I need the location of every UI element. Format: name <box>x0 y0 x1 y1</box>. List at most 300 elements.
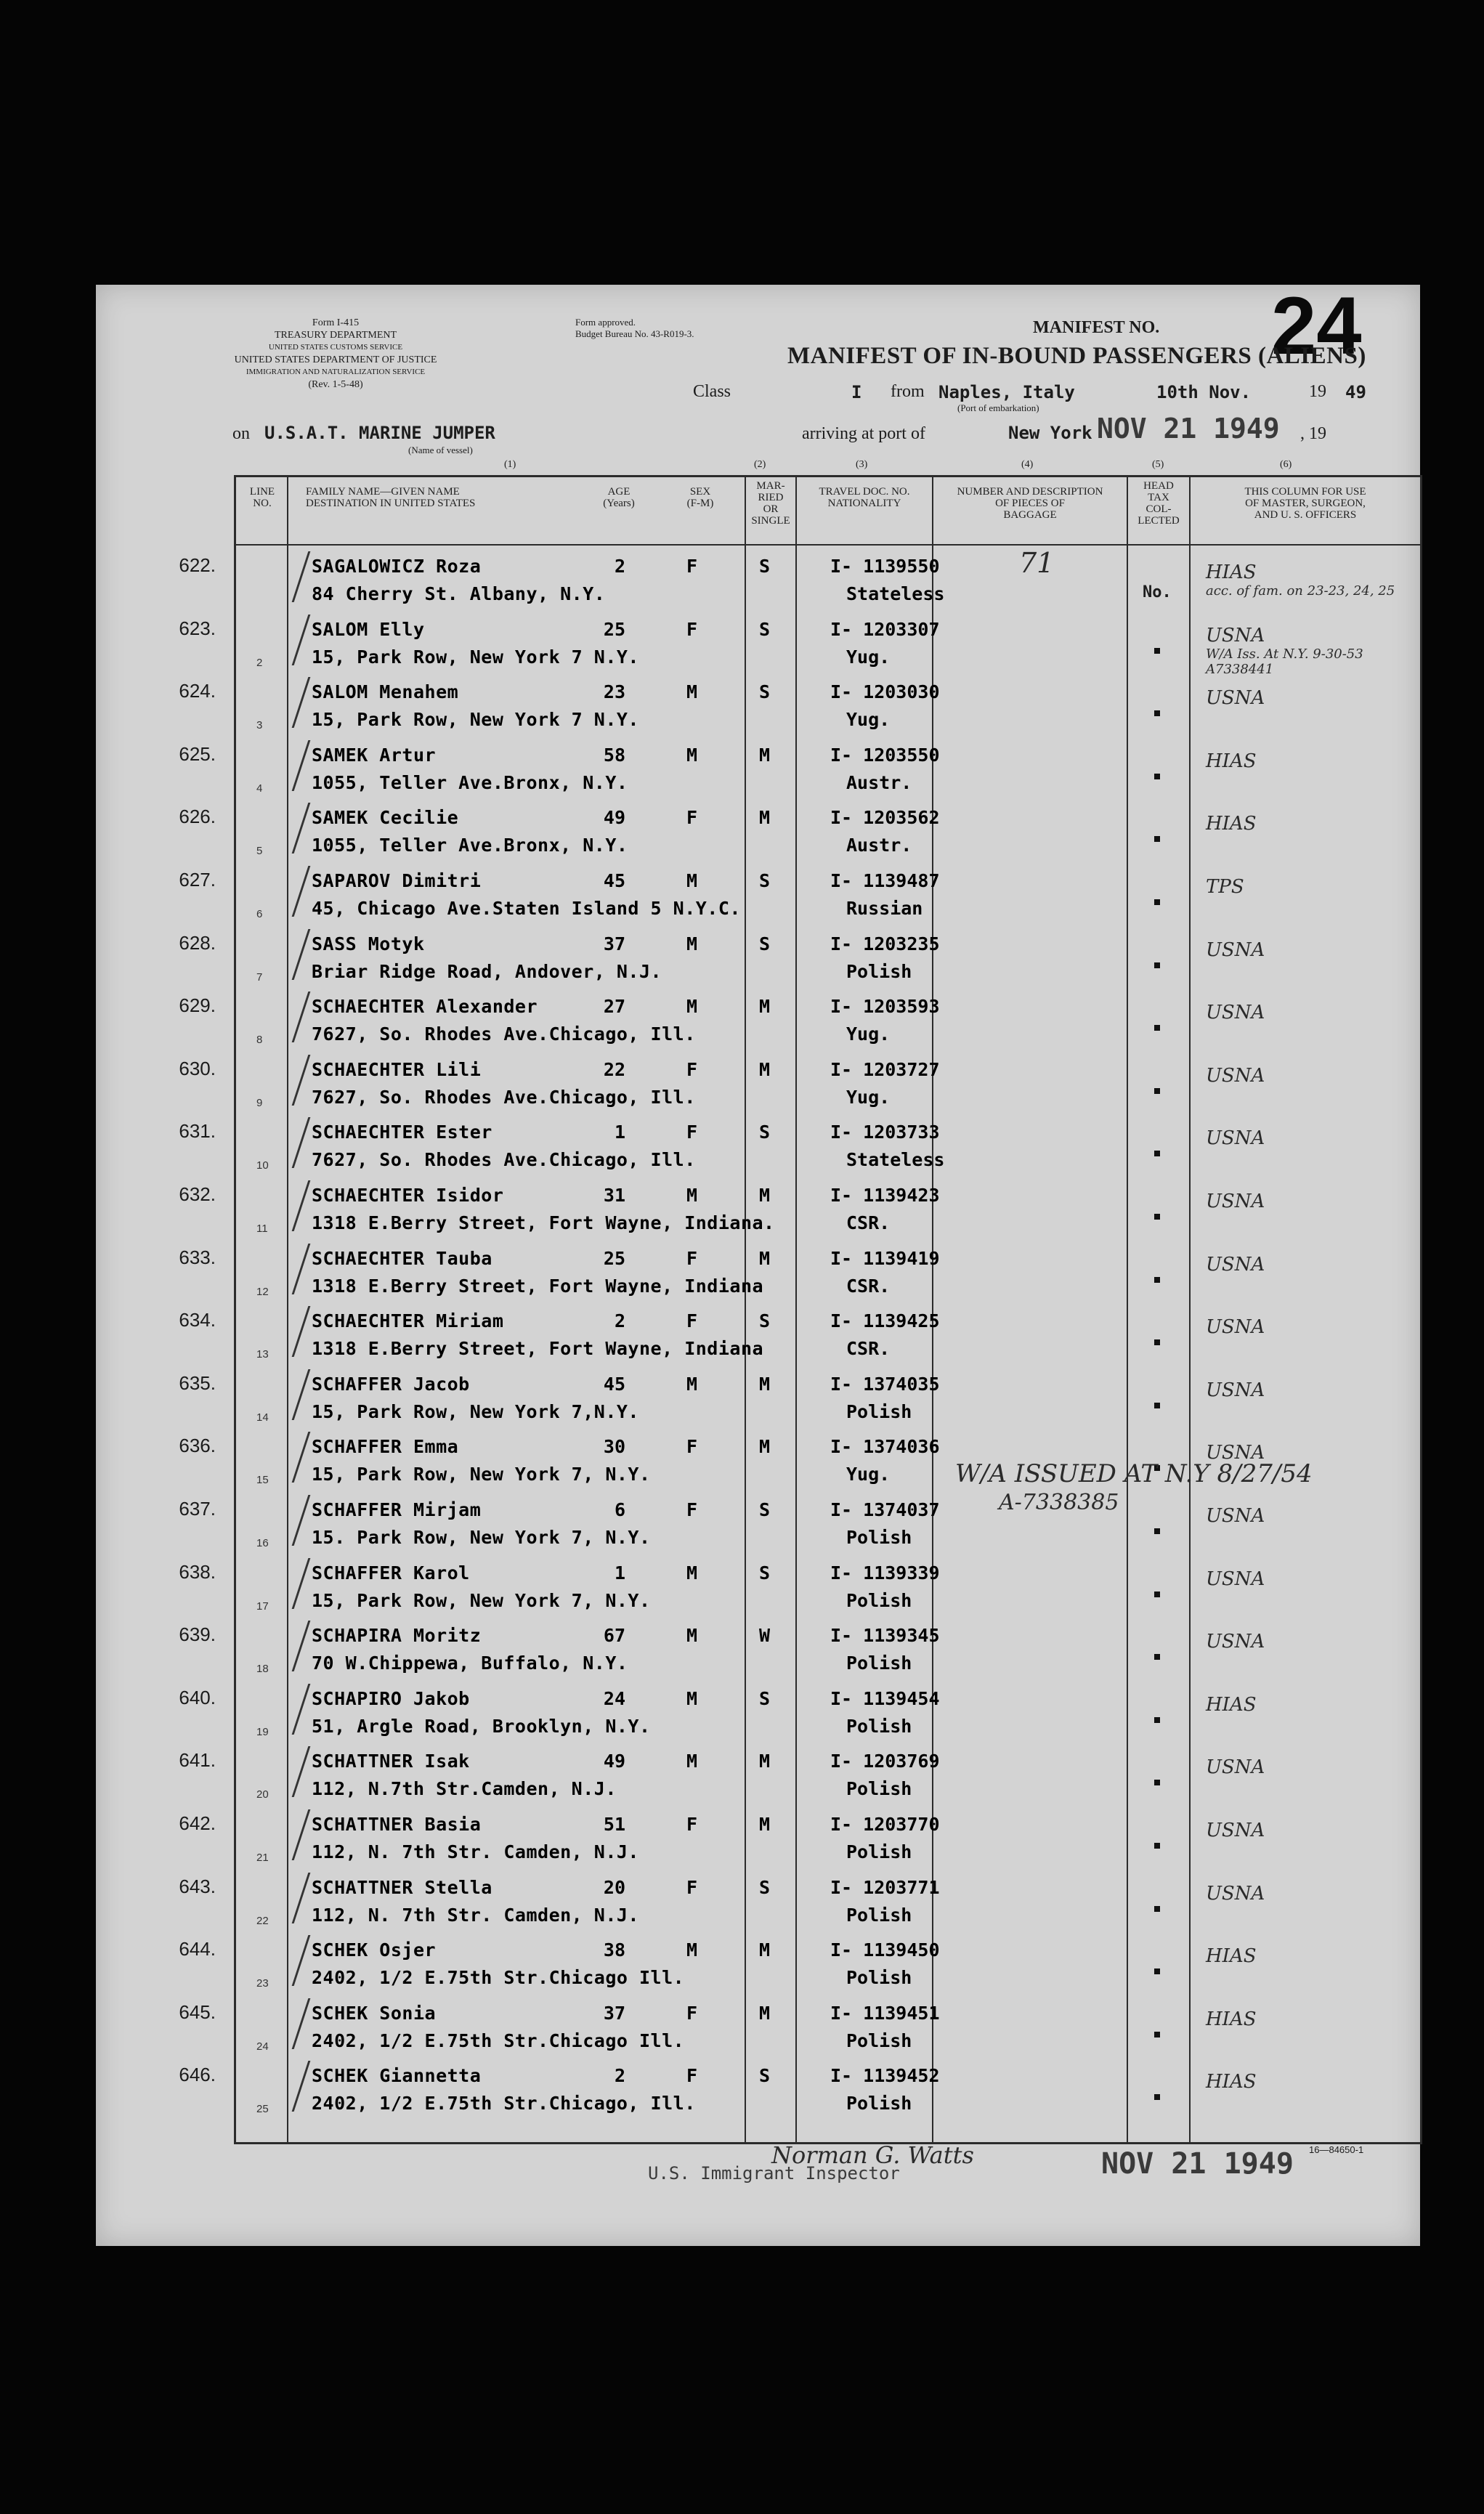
passenger-sex: F <box>686 1499 698 1520</box>
passenger-age: 67 <box>603 1625 625 1647</box>
col-header-sex: SEX (F-M) <box>686 486 714 509</box>
destination-address: 84 Cherry St. Albany, N.Y. <box>312 583 606 604</box>
col-header-baggage: NUMBER AND DESCRIPTION OF PIECES OF BAGGAGE <box>957 486 1103 521</box>
row-sequence: 5 <box>256 845 263 858</box>
row-sequence: 24 <box>256 2040 269 2053</box>
vessel-caption: (Name of vessel) <box>408 445 473 455</box>
row-sequence: 15 <box>256 1474 269 1487</box>
check-mark <box>263 992 311 1042</box>
passenger-name: SCHAFFER Emma <box>312 1436 459 1458</box>
travel-doc-number: I- 1203727 <box>830 1058 940 1080</box>
check-mark <box>263 1746 311 1797</box>
destination-address: 2402, 1/2 E.75th Str.Chicago, Ill. <box>312 2093 696 2114</box>
destination-address: 1055, Teller Ave.Bronx, N.Y. <box>312 835 628 856</box>
line-number: 635. <box>179 1371 216 1394</box>
check-mark <box>263 615 311 665</box>
row-sequence: 8 <box>256 1034 263 1047</box>
passenger-sex: F <box>686 618 698 640</box>
marital-status: S <box>759 933 771 954</box>
travel-doc-number: I- 1203562 <box>830 807 940 829</box>
passenger-sex: M <box>686 1751 698 1772</box>
passenger-age: 25 <box>603 1247 625 1269</box>
marital-status: M <box>759 1185 771 1206</box>
passenger-age: 31 <box>603 1185 625 1206</box>
manifest-title: MANIFEST OF IN-BOUND PASSENGERS (ALIENS) <box>787 343 1366 369</box>
officer-note: USNA <box>1206 1505 1265 1527</box>
marital-status: W <box>759 1625 771 1647</box>
passenger-sex: M <box>686 1687 698 1709</box>
line-number: 636. <box>179 1435 216 1457</box>
destination-address: 7627, So. Rhodes Ave.Chicago, Ill. <box>312 1023 696 1045</box>
col-header-line-no: LINE NO. <box>249 486 275 509</box>
officer-note-detail: acc. of fam. on 23-23, 24, 25 <box>1206 583 1395 599</box>
line-number: 622. <box>179 554 216 576</box>
marital-status: S <box>759 556 771 577</box>
officer-note: HIAS <box>1206 1945 1257 1968</box>
form-line: (Rev. 1-5-48) <box>308 379 363 390</box>
passenger-sex: F <box>686 1247 698 1269</box>
head-tax-value: No. <box>1143 583 1172 601</box>
departure-date: 10th Nov. <box>1156 382 1252 402</box>
passenger-name: SCHEK Sonia <box>312 2002 437 2024</box>
on-label: on <box>232 424 250 443</box>
passenger-age: 20 <box>603 1876 625 1898</box>
form-approval <box>575 317 694 340</box>
nationality: Yug. <box>846 1086 891 1108</box>
table-row <box>179 2000 1420 2065</box>
travel-doc-number: I- 1203307 <box>830 618 940 640</box>
passenger-age: 30 <box>603 1436 625 1458</box>
passenger-age: 27 <box>603 996 625 1018</box>
passenger-sex: F <box>686 1436 698 1458</box>
passenger-name: SCHAECHTER Alexander <box>312 996 538 1018</box>
col-number: (1) <box>504 459 516 470</box>
passenger-name: SASS Motyk <box>312 933 425 954</box>
marital-status: M <box>759 1436 771 1458</box>
travel-doc-number: I- 1139423 <box>830 1185 940 1206</box>
table-row <box>179 1812 1420 1876</box>
row-sequence: 16 <box>256 1537 269 1549</box>
nationality: Polish <box>846 1778 912 1800</box>
nationality: Polish <box>846 1841 912 1862</box>
vessel-name: U.S.A.T. MARINE JUMPER <box>264 423 495 443</box>
inspector-label: U.S. Immigrant Inspector <box>648 2163 900 2183</box>
form-id-block <box>227 317 445 391</box>
nationality: Stateless <box>846 583 945 604</box>
table-row <box>179 1560 1420 1625</box>
passenger-name: SCHAPIRO Jakob <box>312 1687 470 1709</box>
check-mark <box>263 2061 311 2112</box>
line-number: 642. <box>179 1812 216 1834</box>
marital-status: M <box>759 2002 771 2024</box>
form-line: UNITED STATES CUSTOMS SERVICE <box>268 343 403 352</box>
passenger-name: SCHEK Giannetta <box>312 2065 482 2087</box>
officer-note: USNA <box>1206 1253 1265 1276</box>
destination-address: 15, Park Row, New York 7, N.Y. <box>312 1589 651 1611</box>
wa-number-note: A-7338385 <box>999 1490 1119 1515</box>
passenger-name: SAPAROV Dimitri <box>312 870 482 891</box>
form-line: IMMIGRATION AND NATURALIZATION SERVICE <box>246 368 426 376</box>
line-number: 641. <box>179 1749 216 1772</box>
class-label: Class <box>693 382 731 401</box>
travel-doc-number: I- 1139487 <box>830 870 940 891</box>
check-mark <box>263 1621 311 1671</box>
nationality: Polish <box>846 1589 912 1611</box>
officer-note: USNA <box>1206 1002 1265 1024</box>
destination-address: 15, Park Row, New York 7 N.Y. <box>312 709 639 731</box>
passenger-sex: M <box>686 1373 698 1395</box>
table-row <box>179 742 1420 807</box>
row-sequence: 10 <box>256 1159 269 1172</box>
tax-mark <box>1154 1339 1160 1345</box>
table-row <box>179 1183 1420 1247</box>
tax-mark <box>1154 1906 1160 1912</box>
passenger-age: 2 <box>614 556 625 577</box>
officer-note: USNA <box>1206 1316 1265 1339</box>
row-sequence: 19 <box>256 1725 269 1738</box>
nationality: Polish <box>846 1967 912 1989</box>
destination-address: 70 W.Chippewa, Buffalo, N.Y. <box>312 1653 628 1674</box>
passenger-age: 1 <box>614 1122 625 1143</box>
check-mark <box>263 740 311 791</box>
travel-doc-number: I- 1139425 <box>830 1310 940 1332</box>
tax-mark <box>1154 1843 1160 1849</box>
line-number: 630. <box>179 1057 216 1079</box>
marital-status: M <box>759 1939 771 1961</box>
travel-doc-number: I- 1139452 <box>830 2065 940 2087</box>
col-header-name: FAMILY NAME—GIVEN NAME DESTINATION IN UNITED STATES <box>306 486 476 509</box>
nationality: Polish <box>846 1653 912 1674</box>
passenger-sex: F <box>686 1122 698 1143</box>
marital-status: M <box>759 1058 771 1080</box>
officer-note: HIAS <box>1206 1693 1257 1716</box>
form-line: UNITED STATES DEPARTMENT OF JUSTICE <box>234 354 437 365</box>
destination-address: 15, Park Row, New York 7 N.Y. <box>312 646 639 668</box>
passenger-age: 49 <box>603 1751 625 1772</box>
table-row <box>179 931 1420 996</box>
line-number: 637. <box>179 1498 216 1520</box>
tax-mark <box>1154 1717 1160 1723</box>
passenger-name: SAMEK Artur <box>312 744 437 766</box>
destination-address: 112, N. 7th Str. Camden, N.J. <box>312 1841 639 1862</box>
destination-address: 51, Argle Road, Brooklyn, N.Y. <box>312 1715 651 1737</box>
travel-doc-number: I- 1203593 <box>830 996 940 1018</box>
destination-address: 1318 E.Berry Street, Fort Wayne, Indiana <box>312 1275 764 1297</box>
baggage-total: 71 <box>1019 547 1055 579</box>
check-mark <box>263 1432 311 1483</box>
passenger-sex: F <box>686 1814 698 1835</box>
line-number: 629. <box>179 994 216 1017</box>
passenger-age: 25 <box>603 618 625 640</box>
tax-mark <box>1154 774 1160 779</box>
check-mark <box>263 1558 311 1609</box>
passenger-name: SCHAECHTER Tauba <box>312 1247 492 1269</box>
marital-status: S <box>759 2065 771 2087</box>
passenger-name: SCHATTNER Stella <box>312 1876 492 1898</box>
marital-status: S <box>759 618 771 640</box>
line-number: 645. <box>179 2000 216 2023</box>
nationality: Russian <box>846 898 923 919</box>
arrival-year-suffix: , 19 <box>1300 424 1326 443</box>
line-number: 627. <box>179 869 216 891</box>
passenger-age: 1 <box>614 1562 625 1584</box>
marital-status: M <box>759 1373 771 1395</box>
table-row <box>179 1938 1420 2002</box>
destination-address: Briar Ridge Road, Andover, N.J. <box>312 960 662 982</box>
passenger-name: SCHATTNER Isak <box>312 1751 470 1772</box>
passenger-sex: F <box>686 1058 698 1080</box>
row-sequence: 4 <box>256 782 263 795</box>
line-number: 631. <box>179 1120 216 1143</box>
officer-note: HIAS <box>1206 813 1257 835</box>
marital-status: M <box>759 1814 771 1835</box>
arrival-date-stamp: NOV 21 1949 <box>1097 413 1280 445</box>
passenger-name: SCHAFFER Mirjam <box>312 1499 482 1520</box>
passenger-sex: M <box>686 870 698 891</box>
tax-mark <box>1154 1780 1160 1785</box>
nationality: Polish <box>846 1400 912 1422</box>
tax-mark <box>1154 2094 1160 2100</box>
marital-status: S <box>759 870 771 891</box>
travel-doc-number: I- 1139451 <box>830 2002 940 2024</box>
destination-address: 1055, Teller Ave.Bronx, N.Y. <box>312 771 628 793</box>
officer-note: USNA <box>1206 1442 1265 1464</box>
print-code: 16—84650-1 <box>1309 2144 1364 2155</box>
travel-doc-number: I- 1203550 <box>830 744 940 766</box>
travel-doc-number: I- 1139339 <box>830 1562 940 1584</box>
passenger-name: SCHAFFER Jacob <box>312 1373 470 1395</box>
from-label: from <box>891 382 925 401</box>
officer-note: HIAS <box>1206 750 1257 772</box>
destination-address: 112, N.7th Str.Camden, N.J. <box>312 1778 617 1800</box>
marital-status: S <box>759 1310 771 1332</box>
table-row <box>179 617 1420 681</box>
col-header-married: MAR- RIED OR SINGLE <box>751 480 790 527</box>
nationality: CSR. <box>846 1338 891 1360</box>
approval-line: Budget Bureau No. 43-R019-3. <box>575 328 694 339</box>
nationality: Polish <box>846 1715 912 1737</box>
travel-doc-number: I- 1203770 <box>830 1814 940 1835</box>
passenger-age: 38 <box>603 1939 625 1961</box>
check-mark <box>263 1180 311 1231</box>
row-sequence: 17 <box>256 1599 269 1613</box>
passenger-name: SCHEK Osjer <box>312 1939 437 1961</box>
passenger-name: SCHAECHTER Lili <box>312 1058 482 1080</box>
destination-address: 1318 E.Berry Street, Fort Wayne, Indiana <box>312 1338 764 1360</box>
officer-note: USNA <box>1206 1568 1265 1590</box>
table-row <box>179 869 1420 933</box>
row-sequence: 6 <box>256 908 263 920</box>
check-mark <box>263 1684 311 1735</box>
travel-doc-number: I- 1139450 <box>830 1939 940 1961</box>
travel-doc-number: I- 1139454 <box>830 1687 940 1709</box>
check-mark <box>263 1495 311 1546</box>
check-mark <box>263 866 311 917</box>
nationality: Polish <box>846 1904 912 1926</box>
destination-address: 7627, So. Rhodes Ave.Chicago, Ill. <box>312 1149 696 1171</box>
passenger-sex: M <box>686 1939 698 1961</box>
passenger-age: 24 <box>603 1687 625 1709</box>
table-row <box>179 1246 1420 1310</box>
row-sequence: 12 <box>256 1285 269 1298</box>
travel-doc-number: I- 1374036 <box>830 1436 940 1458</box>
marital-status: M <box>759 744 771 766</box>
passenger-sex: M <box>686 933 698 954</box>
manifest-page <box>96 280 1420 2246</box>
nationality: Stateless <box>846 1149 945 1171</box>
tax-mark <box>1154 1214 1160 1220</box>
check-mark <box>263 1117 311 1168</box>
from-port: Naples, Italy <box>938 382 1075 402</box>
nationality: Yug. <box>846 1023 891 1045</box>
row-sequence: 9 <box>256 1096 263 1109</box>
marital-status: S <box>759 1562 771 1584</box>
row-sequence: 23 <box>256 1977 269 1990</box>
passenger-age: 37 <box>603 2002 625 2024</box>
passenger-age: 2 <box>614 1310 625 1332</box>
destination-address: 15, Park Row, New York 7,N.Y. <box>312 1400 639 1422</box>
destination-address: 2402, 1/2 E.75th Str.Chicago Ill. <box>312 2030 685 2051</box>
port-caption: (Port of embarkation) <box>957 402 1039 413</box>
passenger-name: SCHAECHTER Isidor <box>312 1185 504 1206</box>
destination-address: 112, N. 7th Str. Camden, N.J. <box>312 1904 639 1926</box>
tax-mark <box>1154 836 1160 842</box>
officer-note: USNA <box>1206 1379 1265 1401</box>
wa-issued-note: W/A ISSUED AT N.Y 8/27/54 <box>955 1459 1313 1488</box>
table-row <box>179 1749 1420 1813</box>
check-mark <box>263 1055 311 1106</box>
manifest-no-label: MANIFEST NO. <box>1033 318 1160 337</box>
check-mark <box>263 1369 311 1420</box>
passenger-name: SAMEK Cecilie <box>312 807 459 829</box>
tax-mark <box>1154 1277 1160 1283</box>
tax-mark <box>1154 710 1160 716</box>
passenger-age: 45 <box>603 1373 625 1395</box>
col-header-head-tax: HEAD TAX COL- LECTED <box>1138 480 1180 527</box>
row-sequence: 13 <box>256 1348 269 1361</box>
line-number: 646. <box>179 2064 216 2086</box>
table-row <box>179 1120 1420 1184</box>
check-mark <box>263 1998 311 2049</box>
table-row <box>179 1309 1420 1373</box>
row-sequence: 11 <box>256 1222 268 1235</box>
officer-note: USNA <box>1206 1064 1265 1087</box>
travel-doc-number: I- 1139419 <box>830 1247 940 1269</box>
line-number: 633. <box>179 1246 216 1268</box>
inspector-signature: Norman G. Watts <box>771 2141 974 2169</box>
tax-mark <box>1154 1088 1160 1094</box>
col-number: (6) <box>1280 459 1292 470</box>
passenger-sex: M <box>686 1625 698 1647</box>
nationality: Austr. <box>846 835 912 856</box>
passenger-name: SCHAFFER Karol <box>312 1562 470 1584</box>
passenger-age: 49 <box>603 807 625 829</box>
destination-address: 15, Park Row, New York 7, N.Y. <box>312 1464 651 1485</box>
travel-doc-number: I- 1203235 <box>830 933 940 954</box>
check-mark <box>263 929 311 980</box>
class-value: I <box>851 382 862 402</box>
officer-note: USNA <box>1206 1882 1265 1905</box>
passenger-sex: M <box>686 1562 698 1584</box>
passenger-sex: F <box>686 2002 698 2024</box>
line-number: 634. <box>179 1309 216 1331</box>
line-number: 644. <box>179 1938 216 1960</box>
table-row <box>179 1498 1420 1562</box>
travel-doc-number: I- 1203769 <box>830 1751 940 1772</box>
passenger-sex: M <box>686 681 698 703</box>
table-row <box>179 680 1420 744</box>
passenger-sex: M <box>686 996 698 1018</box>
table-row <box>179 1623 1420 1687</box>
col-header-age: AGE (Years) <box>603 486 635 509</box>
passenger-name: SCHAECHTER Miriam <box>312 1310 504 1332</box>
tax-mark <box>1154 1528 1160 1534</box>
arrival-port: New York <box>1008 423 1092 443</box>
tax-mark <box>1154 1968 1160 1974</box>
row-sequence: 22 <box>256 1914 269 1927</box>
marital-status: M <box>759 996 771 1018</box>
col-number: (3) <box>856 459 868 470</box>
table-row <box>179 1686 1420 1751</box>
check-mark <box>263 1935 311 1986</box>
travel-doc-number: I- 1203733 <box>830 1122 940 1143</box>
travel-doc-number: I- 1374035 <box>830 1373 940 1395</box>
marital-status: S <box>759 1122 771 1143</box>
line-number: 632. <box>179 1183 216 1205</box>
col-number: (4) <box>1021 459 1034 470</box>
line-number: 624. <box>179 680 216 702</box>
passenger-age: 37 <box>603 933 625 954</box>
passenger-age: 23 <box>603 681 625 703</box>
officer-note: USNA <box>1206 687 1265 710</box>
table-row <box>179 1371 1420 1436</box>
tax-mark <box>1154 2032 1160 2037</box>
tax-mark <box>1154 899 1160 905</box>
check-mark <box>263 1809 311 1860</box>
nationality: Polish <box>846 960 912 982</box>
officer-note: USNA <box>1206 938 1265 961</box>
line-number: 625. <box>179 742 216 765</box>
officer-note: USNA <box>1206 1191 1265 1212</box>
passenger-sex: F <box>686 807 698 829</box>
check-mark <box>263 551 311 602</box>
officer-note: USNA <box>1206 1127 1265 1150</box>
passenger-sex: F <box>686 1310 698 1332</box>
line-number: 628. <box>179 931 216 954</box>
check-mark <box>263 803 311 853</box>
col-header-officers: THIS COLUMN FOR USE OF MASTER, SURGEON, AND U. S. OFFICERS <box>1244 486 1366 521</box>
travel-doc-number: I- 1203771 <box>830 1876 940 1898</box>
destination-address: 15. Park Row, New York 7, N.Y. <box>312 1527 651 1548</box>
officer-note: USNA <box>1206 1756 1265 1779</box>
passenger-sex: M <box>686 1185 698 1206</box>
tax-mark <box>1154 648 1160 654</box>
check-mark <box>263 1873 311 1923</box>
passenger-name: SALOM Elly <box>312 618 425 640</box>
passenger-sex: F <box>686 1876 698 1898</box>
table-row <box>179 2064 1420 2128</box>
row-sequence: 20 <box>256 1788 269 1801</box>
tax-mark <box>1154 1591 1160 1597</box>
marital-status: S <box>759 1499 771 1520</box>
officer-note-detail: W/A Iss. At N.Y. 9-30-53 A7338441 <box>1206 646 1363 677</box>
table-row <box>179 554 1420 618</box>
line-number: 639. <box>179 1623 216 1646</box>
passenger-age: 58 <box>603 744 625 766</box>
marital-status: M <box>759 1247 771 1269</box>
col-number: (5) <box>1152 459 1164 470</box>
marital-status: M <box>759 1751 771 1772</box>
